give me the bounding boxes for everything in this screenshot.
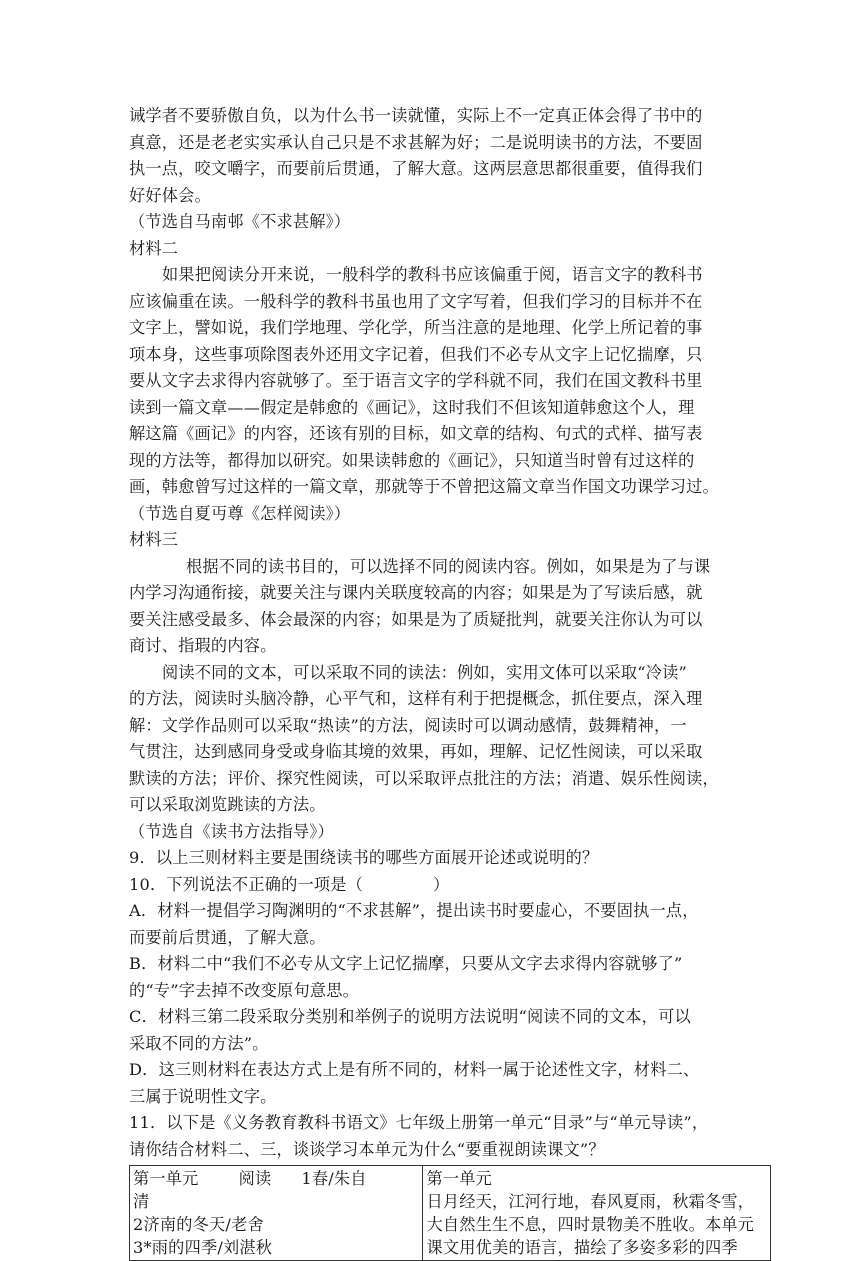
material1-source: （节选自马南邨《不求甚解》） xyxy=(129,212,351,231)
text-line: 根据不同的读书目的，可以选择不同的阅读内容。例如，如果是为了与课 xyxy=(186,556,711,576)
text-line: 项本身，这些事项除图表外还用文字记着，但我们不必专从文字上记忆揣摩，只 xyxy=(129,344,703,364)
text-line: 采取不同的方法”。 xyxy=(129,1033,269,1053)
toc-item-1: 1春/朱自 xyxy=(301,1169,367,1188)
material3-paragraph-2 xyxy=(129,660,773,819)
text-line: C．材料三第二段采取分类别和举例子的说明方法说明“阅读不同的文本，可以 xyxy=(129,1007,691,1026)
text-line: D．这三则材料在表达方式上是有所不同的，材料一属于论述性文字，材料二、 xyxy=(129,1060,700,1079)
text-line: 解这篇《画记》的内容，还该有别的目标，如文章的结构、句式的式样、描写表 xyxy=(129,424,703,443)
guide-line: 大自然生生不息，四时景物美不胜收。本单元 xyxy=(426,1215,755,1234)
material2-label: 材料二 xyxy=(129,238,179,258)
toc-item-3: 3*雨的四季/刘湛秋 xyxy=(133,1238,273,1257)
text-line: 11．以下是《义务教育教科书语文》七年级上册第一单元“目录”与“单元导读”， xyxy=(129,1113,709,1132)
text-line: 如果把阅读分开来说，一般科学的教科书应该偏重于阅，语言文字的教科书 xyxy=(162,265,703,284)
text-line: 应该偏重在读。一般科学的教科书虽也用了文字写着，但我们学习的目标并不在 xyxy=(129,291,703,311)
text-line: 文字上，譬如说，我们学地理、学化学，所当注意的是地理、化学上所记着的事 xyxy=(129,318,703,337)
toc-line xyxy=(133,1167,419,1190)
text-line: 要关注感受最多、体会最深的内容；如果是为了质疑批判，就要关注你认为可以 xyxy=(129,609,703,629)
text-line: 现的方法等，都得加以研究。如果读韩愈的《画记》，只知道当时曾有过这样的 xyxy=(129,450,695,470)
text-line: B．材料二中“我们不必专从文字上记忆揣摩，只要从文字去求得内容就够了” xyxy=(129,954,683,973)
text-line: A．材料一提倡学习陶渊明的“不求甚解”，提出读书时要虚心，不要固执一点， xyxy=(129,901,699,920)
text-line: 读到一篇文章——假定是韩愈的《画记》，这时我们不但该知道韩愈这个人，理 xyxy=(129,397,695,417)
material3-paragraph-1 xyxy=(129,554,773,660)
material2-paragraph xyxy=(129,262,773,501)
unit-table xyxy=(129,1165,771,1261)
question-9: 9．以上三则材料主要是围绕读书的哪些方面展开论述或说明的？ xyxy=(129,848,599,867)
table-of-contents-cell xyxy=(130,1166,423,1261)
option-a xyxy=(129,898,773,951)
text-line: 真意，还是老老实实承认自己只是不求甚解为好；二是说明读书的方法，不要固 xyxy=(129,132,703,152)
text-line: 阅读不同的文本，可以采取不同的读法：例如，实用文体可以采取“冷读” xyxy=(162,662,687,682)
unit-guide-cell xyxy=(423,1166,771,1261)
material3-source: （节选自《读书方法指导》） xyxy=(129,821,334,841)
toc-item-2: 2济南的冬天/老舍 xyxy=(133,1215,264,1234)
text-line: 可以采取浏览跳读的方法。 xyxy=(129,795,326,814)
toc-item-1-continued: 清 xyxy=(133,1192,150,1211)
text-line: 好好体会。 xyxy=(129,185,211,205)
question-11 xyxy=(129,1110,773,1163)
text-line: 内学习沟通衔接，就要关注与课内关联度较高的内容；如果是为了写读后感，就 xyxy=(129,583,703,602)
text-line: 的方法，阅读时头脑冷静，心平气和，这样有利于把提概念，抓住要点，深入理 xyxy=(129,689,703,708)
unit-title: 第一单元 xyxy=(133,1169,199,1188)
material3-label: 材料三 xyxy=(129,530,179,549)
table-row xyxy=(130,1166,771,1261)
text-line: 要从文字去求得内容就够了。至于语言文字的学科就不同，我们在国文教科书里 xyxy=(129,371,703,390)
material1-paragraph xyxy=(129,103,773,209)
text-line: 的“专”字去掉不改变原句意思。 xyxy=(129,980,359,1000)
text-line: 默读的方法；评价、探究性阅读，可以采取评点批注的方法；消遣、娱乐性阅读， xyxy=(129,768,719,788)
guide-title: 第一单元 xyxy=(426,1169,492,1188)
document-body xyxy=(129,103,773,1261)
text-line: 商讨、指瑕的内容。 xyxy=(129,636,277,655)
text-line: 请你结合材料二、三，谈谈学习本单元为什么“要重视朗读课文”？ xyxy=(129,1139,605,1159)
text-line: 画，韩愈曾写过这样的一篇文章，那就等于不曾把这篇文章当作国文功课学习过。 xyxy=(129,477,719,496)
option-b xyxy=(129,951,773,1004)
question-10-stem-prefix: 10．下列说法不正确的一项是（ xyxy=(129,874,364,894)
guide-line: 课文用优美的语言，描绘了多姿多彩的四季 xyxy=(426,1238,738,1257)
question-10-stem xyxy=(129,872,773,899)
text-line: 诫学者不要骄傲自负，以为什么书一读就懂，实际上不一定真正体会得了书中的 xyxy=(129,106,703,125)
option-c xyxy=(129,1004,773,1057)
question-10-stem-suffix: ） xyxy=(433,874,450,894)
text-line: 气贯注，达到感同身受或身临其境的效果，再如，理解、记忆性阅读，可以采取 xyxy=(129,742,703,761)
option-d xyxy=(129,1057,773,1110)
text-line: 解：文学作品则可以采取“热读”的方法，阅读时可以调动感情，鼓舞精神，一 xyxy=(129,715,687,735)
guide-line: 日月经天，江河行地，春风夏雨，秋霜冬雪， xyxy=(426,1192,755,1211)
text-line: 三属于说明性文字。 xyxy=(129,1086,277,1106)
unit-type: 阅读 xyxy=(238,1169,272,1188)
material2-source: （节选自夏丏尊《怎样阅读》） xyxy=(129,503,351,523)
text-line: 而要前后贯通，了解大意。 xyxy=(129,927,326,947)
text-line: 执一点，咬文嚼字，而要前后贯通，了解大意。这两层意思都很重要，值得我们 xyxy=(129,159,703,178)
